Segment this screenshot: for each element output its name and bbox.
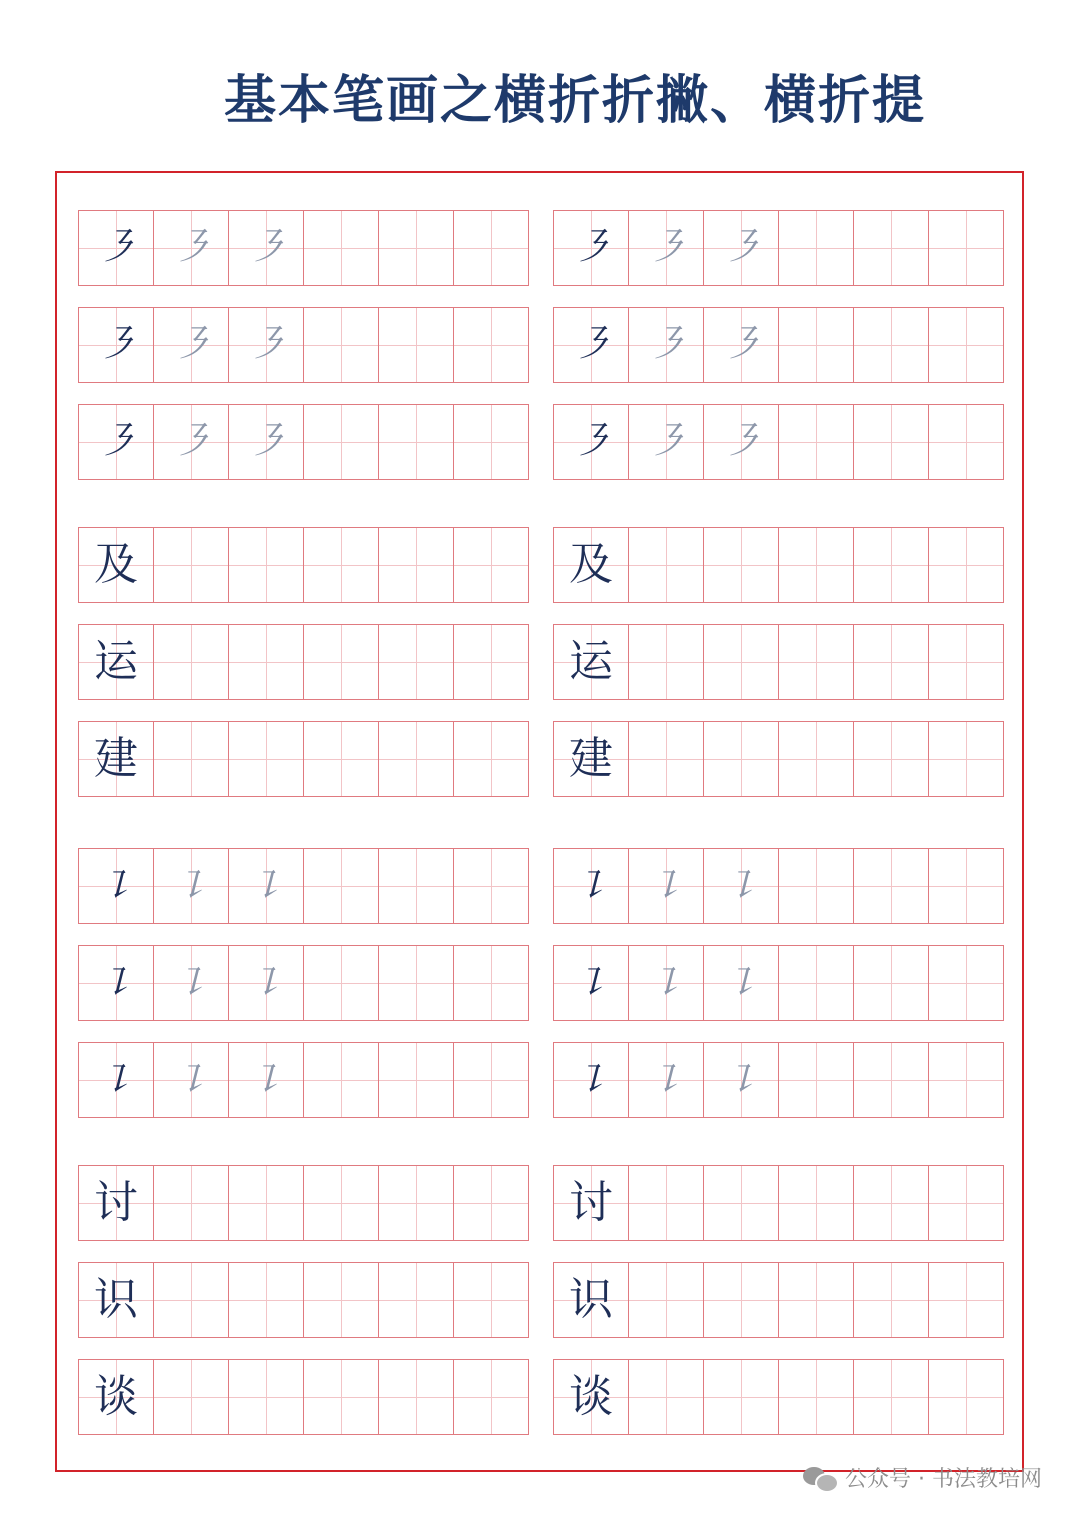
tian-grid-cell bbox=[453, 1262, 529, 1338]
tian-grid-cell bbox=[928, 721, 1004, 797]
trace-character: ㇊ bbox=[246, 1057, 286, 1103]
tian-grid-cell bbox=[153, 527, 229, 603]
tian-grid-cell bbox=[553, 721, 629, 797]
tian-grid-cell bbox=[703, 721, 779, 797]
tian-grid-cell bbox=[628, 307, 704, 383]
tian-grid-cell bbox=[628, 624, 704, 700]
tian-grid-cell bbox=[378, 1262, 454, 1338]
tian-grid-cell bbox=[78, 307, 154, 383]
tian-grid-cell bbox=[78, 210, 154, 286]
practice-row bbox=[78, 1165, 529, 1241]
practice-row bbox=[78, 624, 529, 700]
tian-grid-cell bbox=[553, 1262, 629, 1338]
trace-character: ㇋ bbox=[246, 419, 286, 465]
practice-row bbox=[78, 404, 529, 480]
tian-grid-cell bbox=[378, 848, 454, 924]
model-character: 建 bbox=[569, 733, 613, 784]
tian-grid-cell bbox=[778, 1262, 854, 1338]
tian-grid-cell bbox=[153, 404, 229, 480]
tian-grid-cell bbox=[703, 307, 779, 383]
tian-grid-cell bbox=[853, 210, 929, 286]
model-character: 讨 bbox=[94, 1177, 138, 1228]
trace-character: ㇊ bbox=[171, 960, 211, 1006]
trace-character: ㇋ bbox=[171, 225, 211, 271]
tian-grid-cell bbox=[453, 1165, 529, 1241]
trace-character: ㇋ bbox=[721, 419, 761, 465]
trace-character: ㇋ bbox=[646, 419, 686, 465]
tian-grid-cell bbox=[553, 1042, 629, 1118]
tian-grid-cell bbox=[453, 527, 529, 603]
tian-grid-cell bbox=[778, 1165, 854, 1241]
tian-grid-cell bbox=[153, 1359, 229, 1435]
tian-grid-cell bbox=[628, 848, 704, 924]
tian-grid-cell bbox=[78, 1359, 154, 1435]
practice-row bbox=[78, 1359, 529, 1435]
tian-grid-cell bbox=[628, 1262, 704, 1338]
tian-grid-cell bbox=[928, 848, 1004, 924]
model-character: 谈 bbox=[569, 1371, 613, 1422]
tian-grid-cell bbox=[628, 945, 704, 1021]
tian-grid-cell bbox=[628, 1359, 704, 1435]
tian-grid-cell bbox=[153, 624, 229, 700]
watermark-text: 公众号 · 书法教培网 bbox=[845, 1467, 1042, 1492]
tian-grid-cell bbox=[628, 527, 704, 603]
tian-grid-cell bbox=[778, 721, 854, 797]
model-character: ㇋ bbox=[571, 225, 611, 271]
tian-grid-cell bbox=[553, 1165, 629, 1241]
practice-row bbox=[553, 1042, 1004, 1118]
tian-grid-cell bbox=[228, 527, 304, 603]
trace-character: ㇋ bbox=[646, 225, 686, 271]
tian-grid-cell bbox=[378, 1359, 454, 1435]
practice-row bbox=[553, 307, 1004, 383]
tian-grid-cell bbox=[453, 945, 529, 1021]
tian-grid-cell bbox=[553, 945, 629, 1021]
trace-character: ㇋ bbox=[171, 322, 211, 368]
tian-grid-cell bbox=[778, 945, 854, 1021]
tian-grid-cell bbox=[303, 1042, 379, 1118]
tian-grid-cell bbox=[303, 527, 379, 603]
trace-character: ㇊ bbox=[721, 863, 761, 909]
tian-grid-cell bbox=[303, 624, 379, 700]
tian-grid-cell bbox=[228, 945, 304, 1021]
tian-grid-cell bbox=[553, 307, 629, 383]
tian-grid-cell bbox=[778, 527, 854, 603]
model-character: ㇊ bbox=[571, 960, 611, 1006]
tian-grid-cell bbox=[303, 721, 379, 797]
tian-grid-cell bbox=[78, 1042, 154, 1118]
tian-grid-cell bbox=[153, 848, 229, 924]
trace-character: ㇋ bbox=[246, 225, 286, 271]
trace-character: ㇋ bbox=[171, 419, 211, 465]
tian-grid-cell bbox=[228, 721, 304, 797]
tian-grid-cell bbox=[778, 624, 854, 700]
practice-row bbox=[553, 945, 1004, 1021]
tian-grid-cell bbox=[378, 1165, 454, 1241]
wechat-icon bbox=[803, 1465, 837, 1491]
tian-grid-cell bbox=[78, 1165, 154, 1241]
tian-grid-cell bbox=[703, 527, 779, 603]
tian-grid-cell bbox=[78, 527, 154, 603]
tian-grid-cell bbox=[853, 404, 929, 480]
tian-grid-cell bbox=[378, 624, 454, 700]
tian-grid-cell bbox=[703, 945, 779, 1021]
tian-grid-cell bbox=[453, 1042, 529, 1118]
model-character: 及 bbox=[94, 539, 138, 590]
model-character: 及 bbox=[569, 539, 613, 590]
tian-grid-cell bbox=[853, 307, 929, 383]
tian-grid-cell bbox=[778, 307, 854, 383]
tian-grid-cell bbox=[853, 848, 929, 924]
tian-grid-cell bbox=[378, 210, 454, 286]
tian-grid-cell bbox=[553, 1359, 629, 1435]
tian-grid-cell bbox=[453, 624, 529, 700]
tian-grid-cell bbox=[703, 848, 779, 924]
tian-grid-cell bbox=[628, 210, 704, 286]
tian-grid-cell bbox=[303, 1262, 379, 1338]
tian-grid-cell bbox=[378, 307, 454, 383]
tian-grid-cell bbox=[928, 1042, 1004, 1118]
tian-grid-cell bbox=[628, 404, 704, 480]
model-character: ㇊ bbox=[96, 863, 136, 909]
tian-grid-cell bbox=[78, 721, 154, 797]
practice-row bbox=[78, 721, 529, 797]
tian-grid-cell bbox=[153, 1262, 229, 1338]
practice-row bbox=[553, 1359, 1004, 1435]
tian-grid-cell bbox=[928, 527, 1004, 603]
tian-grid-cell bbox=[928, 307, 1004, 383]
tian-grid-cell bbox=[778, 1042, 854, 1118]
tian-grid-cell bbox=[853, 1359, 929, 1435]
trace-character: ㇋ bbox=[721, 225, 761, 271]
tian-grid-cell bbox=[228, 624, 304, 700]
tian-grid-cell bbox=[228, 210, 304, 286]
tian-grid-cell bbox=[78, 848, 154, 924]
model-character: ㇊ bbox=[96, 960, 136, 1006]
tian-grid-cell bbox=[378, 404, 454, 480]
tian-grid-cell bbox=[628, 1165, 704, 1241]
tian-grid-cell bbox=[853, 1165, 929, 1241]
tian-grid-cell bbox=[703, 404, 779, 480]
tian-grid-cell bbox=[703, 210, 779, 286]
tian-grid-cell bbox=[703, 624, 779, 700]
tian-grid-cell bbox=[853, 527, 929, 603]
tian-grid-cell bbox=[928, 945, 1004, 1021]
tian-grid-cell bbox=[553, 404, 629, 480]
tian-grid-cell bbox=[303, 404, 379, 480]
tian-grid-cell bbox=[453, 1359, 529, 1435]
tian-grid-cell bbox=[453, 721, 529, 797]
tian-grid-cell bbox=[553, 527, 629, 603]
tian-grid-cell bbox=[628, 721, 704, 797]
tian-grid-cell bbox=[153, 210, 229, 286]
tian-grid-cell bbox=[703, 1042, 779, 1118]
practice-row bbox=[553, 1262, 1004, 1338]
tian-grid-cell bbox=[303, 210, 379, 286]
tian-grid-cell bbox=[853, 624, 929, 700]
model-character: 识 bbox=[94, 1274, 138, 1325]
tian-grid-cell bbox=[378, 945, 454, 1021]
tian-grid-cell bbox=[928, 1262, 1004, 1338]
tian-grid-cell bbox=[228, 848, 304, 924]
model-character: 建 bbox=[94, 733, 138, 784]
practice-row bbox=[78, 210, 529, 286]
tian-grid-cell bbox=[153, 307, 229, 383]
tian-grid-cell bbox=[928, 624, 1004, 700]
practice-row bbox=[78, 848, 529, 924]
tian-grid-cell bbox=[778, 1359, 854, 1435]
page-title: 基本笔画之横折折撇、横折提 bbox=[223, 71, 926, 131]
tian-grid-cell bbox=[928, 404, 1004, 480]
model-character: 运 bbox=[569, 636, 613, 687]
tian-grid-cell bbox=[378, 527, 454, 603]
practice-row bbox=[78, 1262, 529, 1338]
tian-grid-cell bbox=[928, 1165, 1004, 1241]
tian-grid-cell bbox=[153, 1165, 229, 1241]
model-character: ㇋ bbox=[571, 322, 611, 368]
tian-grid-cell bbox=[228, 1262, 304, 1338]
tian-grid-cell bbox=[153, 721, 229, 797]
watermark bbox=[803, 1462, 1042, 1493]
tian-grid-cell bbox=[228, 404, 304, 480]
model-character: 谈 bbox=[94, 1371, 138, 1422]
tian-grid-cell bbox=[553, 210, 629, 286]
model-character: 识 bbox=[569, 1274, 613, 1325]
tian-grid-cell bbox=[228, 307, 304, 383]
trace-character: ㇊ bbox=[646, 960, 686, 1006]
tian-grid-cell bbox=[853, 945, 929, 1021]
trace-character: ㇊ bbox=[646, 1057, 686, 1103]
practice-row bbox=[78, 307, 529, 383]
trace-character: ㇊ bbox=[246, 863, 286, 909]
tian-grid-cell bbox=[853, 1042, 929, 1118]
tian-grid-cell bbox=[228, 1042, 304, 1118]
practice-row bbox=[553, 848, 1004, 924]
trace-character: ㇊ bbox=[646, 863, 686, 909]
tian-grid-cell bbox=[453, 307, 529, 383]
tian-grid-cell bbox=[378, 1042, 454, 1118]
trace-character: ㇋ bbox=[246, 322, 286, 368]
tian-grid-cell bbox=[303, 848, 379, 924]
tian-grid-cell bbox=[553, 848, 629, 924]
tian-grid-cell bbox=[78, 1262, 154, 1338]
model-character: ㇊ bbox=[571, 1057, 611, 1103]
tian-grid-cell bbox=[778, 848, 854, 924]
practice-row bbox=[553, 721, 1004, 797]
trace-character: ㇊ bbox=[721, 960, 761, 1006]
model-character: 讨 bbox=[569, 1177, 613, 1228]
tian-grid-cell bbox=[453, 404, 529, 480]
model-character: ㇊ bbox=[96, 1057, 136, 1103]
trace-character: ㇋ bbox=[721, 322, 761, 368]
model-character: 运 bbox=[94, 636, 138, 687]
tian-grid-cell bbox=[928, 210, 1004, 286]
trace-character: ㇊ bbox=[171, 863, 211, 909]
trace-character: ㇊ bbox=[171, 1057, 211, 1103]
trace-character: ㇋ bbox=[646, 322, 686, 368]
tian-grid-cell bbox=[78, 404, 154, 480]
tian-grid-cell bbox=[778, 404, 854, 480]
tian-grid-cell bbox=[78, 945, 154, 1021]
tian-grid-cell bbox=[453, 848, 529, 924]
tian-grid-cell bbox=[228, 1359, 304, 1435]
tian-grid-cell bbox=[153, 945, 229, 1021]
tian-grid-cell bbox=[78, 624, 154, 700]
tian-grid-cell bbox=[703, 1165, 779, 1241]
tian-grid-cell bbox=[553, 624, 629, 700]
trace-character: ㇊ bbox=[721, 1057, 761, 1103]
tian-grid-cell bbox=[778, 210, 854, 286]
tian-grid-cell bbox=[303, 307, 379, 383]
tian-grid-cell bbox=[853, 721, 929, 797]
tian-grid-cell bbox=[628, 1042, 704, 1118]
practice-row bbox=[553, 210, 1004, 286]
practice-row bbox=[78, 527, 529, 603]
practice-row bbox=[553, 624, 1004, 700]
practice-row bbox=[78, 1042, 529, 1118]
model-character: ㇋ bbox=[571, 419, 611, 465]
tian-grid-cell bbox=[228, 1165, 304, 1241]
tian-grid-cell bbox=[703, 1359, 779, 1435]
tian-grid-cell bbox=[703, 1262, 779, 1338]
trace-character: ㇊ bbox=[246, 960, 286, 1006]
practice-row bbox=[553, 1165, 1004, 1241]
tian-grid-cell bbox=[303, 1165, 379, 1241]
tian-grid-cell bbox=[378, 721, 454, 797]
model-character: ㇊ bbox=[571, 863, 611, 909]
practice-row bbox=[553, 404, 1004, 480]
tian-grid-cell bbox=[453, 210, 529, 286]
tian-grid-cell bbox=[303, 945, 379, 1021]
tian-grid-cell bbox=[303, 1359, 379, 1435]
model-character: ㇋ bbox=[96, 322, 136, 368]
practice-row bbox=[553, 527, 1004, 603]
practice-row bbox=[78, 945, 529, 1021]
tian-grid-cell bbox=[928, 1359, 1004, 1435]
model-character: ㇋ bbox=[96, 225, 136, 271]
tian-grid-cell bbox=[853, 1262, 929, 1338]
model-character: ㇋ bbox=[96, 419, 136, 465]
tian-grid-cell bbox=[153, 1042, 229, 1118]
